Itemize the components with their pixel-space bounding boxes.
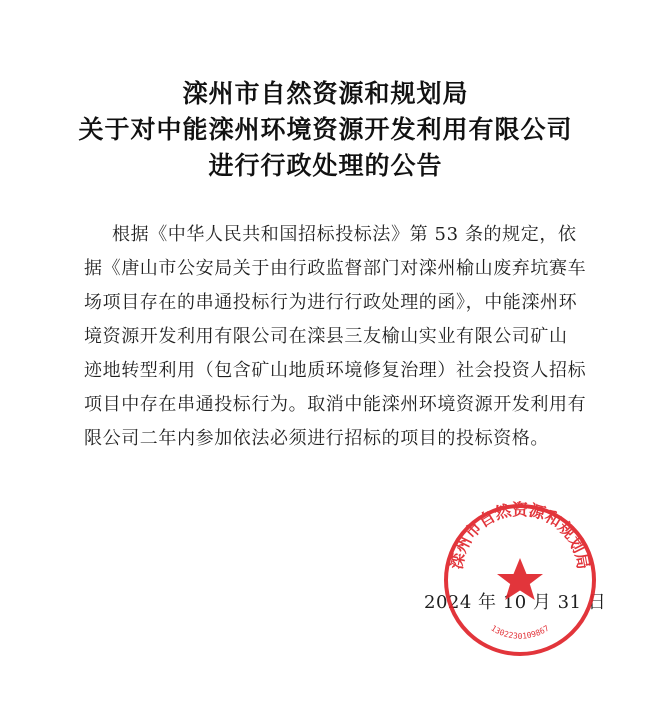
official-seal-icon (440, 500, 600, 660)
seal-code-text (489, 624, 551, 641)
seal-code: 1302230109867 (489, 623, 551, 641)
body-line-2: 据《唐山市公安局关于由行政监督部门对滦州榆山废弃坑赛车 (84, 258, 587, 279)
seal-star-icon (497, 558, 543, 600)
body-line-1: 根据《中华人民共和国招标投标法》第 53 条的规定，依 (112, 224, 577, 245)
body-line-6: 项目中存在串通投标行为。取消中能滦州环境资源开发利用有 (84, 394, 587, 415)
title-line-3: 进行行政处理的公告 (208, 151, 443, 180)
body-line-7: 限公司二年内参加依法必须进行招标的项目的投标资格。 (84, 428, 549, 449)
seal-name: 滦州市自然资源和规划局 (446, 500, 594, 571)
issue-date: 2024 年 10 月 31 日 (424, 592, 607, 613)
title-line-2: 关于对中能滦州环境资源开发利用有限公司 (78, 115, 573, 144)
body-line-3: 场项目存在的串通投标行为进行行政处理的函》，中能滦州环 (84, 292, 578, 313)
body-line-5: 迹地转型利用（包含矿山地质环境修复治理）社会投资人招标 (84, 360, 587, 381)
body-line-4: 境资源开发利用有限公司在滦县三友榆山实业有限公司矿山 (84, 326, 568, 347)
title-line-1: 滦州市自然资源和规划局 (182, 79, 469, 108)
